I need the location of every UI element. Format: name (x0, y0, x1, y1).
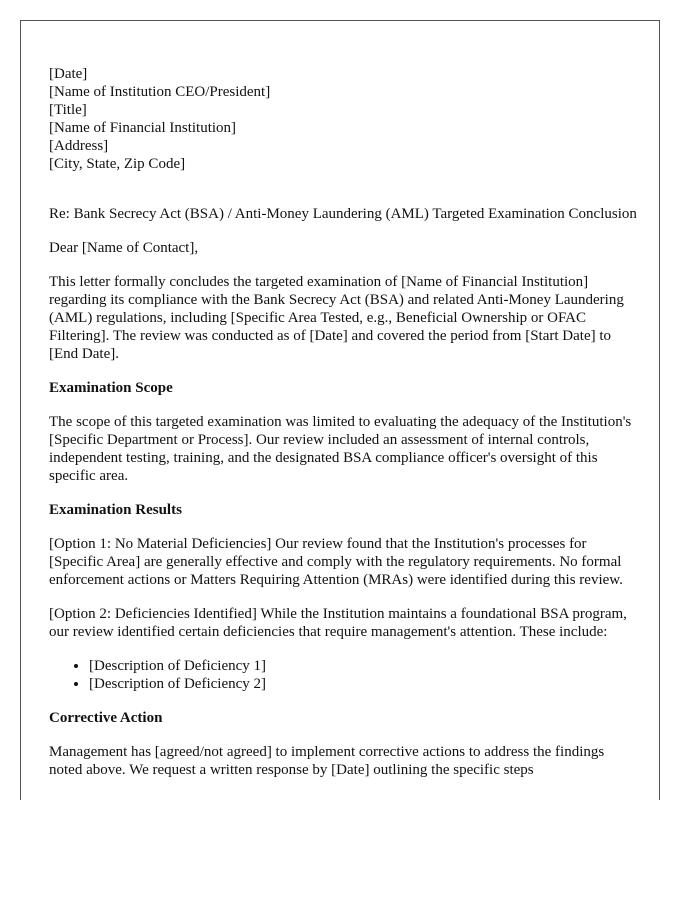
address-line: [Address] (49, 138, 109, 154)
subject-line: Re: Bank Secrecy Act (BSA) / Anti-Money Laundering (AML) Targeted Examination Conclusion (49, 206, 637, 222)
date-line: [Date] (49, 66, 88, 82)
letter-page (20, 20, 660, 800)
corrective-heading: Corrective Action (49, 710, 163, 726)
scope-paragraph: The scope of this targeted examination was limited to evaluating the adequacy of the Institution's [Specific Department or Process]. Our review included an assessment of internal controls, independent testing, training, and the designated BSA compliance officer's oversight of this specific area. (49, 414, 632, 484)
ceo-name-line: [Name of Institution CEO/President] (49, 84, 271, 100)
results-heading: Examination Results (49, 502, 182, 518)
results-option2-paragraph: [Option 2: Deficiencies Identified] While the Institution maintains a foundational BSA program, our review identified certain deficiencies that require management's attention. These include: (49, 606, 627, 640)
salutation: Dear [Name of Contact], (49, 240, 199, 256)
scope-heading: Examination Scope (49, 380, 173, 396)
deficiency-list (49, 657, 639, 693)
city-state-zip-line: [City, State, Zip Code] (49, 156, 186, 172)
results-option1-paragraph: [Option 1: No Material Deficiencies] Our review found that the Institution's processes for [Specific Area] are generally effective and comply with the regulatory requirements. No formal enforcement actions or Matters Requiring Attention (MRAs) were identified during this review. (49, 536, 623, 588)
intro-paragraph: This letter formally concludes the targeted examination of [Name of Financial Institution] regarding its compliance with the Bank Secrecy Act (BSA) and related Anti-Money Laundering (AML) regulations, including [Specific Area Tested, e.g., Beneficial Ownership or OFAC Filtering]. The review was conducted as of [Date] and covered the period from [Start Date] to [End Date]. (49, 274, 624, 362)
institution-line: [Name of Financial Institution] (49, 120, 237, 136)
corrective-paragraph: Management has [agreed/not agreed] to implement corrective actions to address the findings noted above. We request a written response by [Date] outlining the specific steps (49, 744, 605, 778)
letter-body (49, 49, 639, 795)
title-line: [Title] (49, 102, 87, 118)
list-item: • [Description of Deficiency 1] (89, 657, 639, 675)
list-item: • [Description of Deficiency 2] (89, 675, 639, 693)
